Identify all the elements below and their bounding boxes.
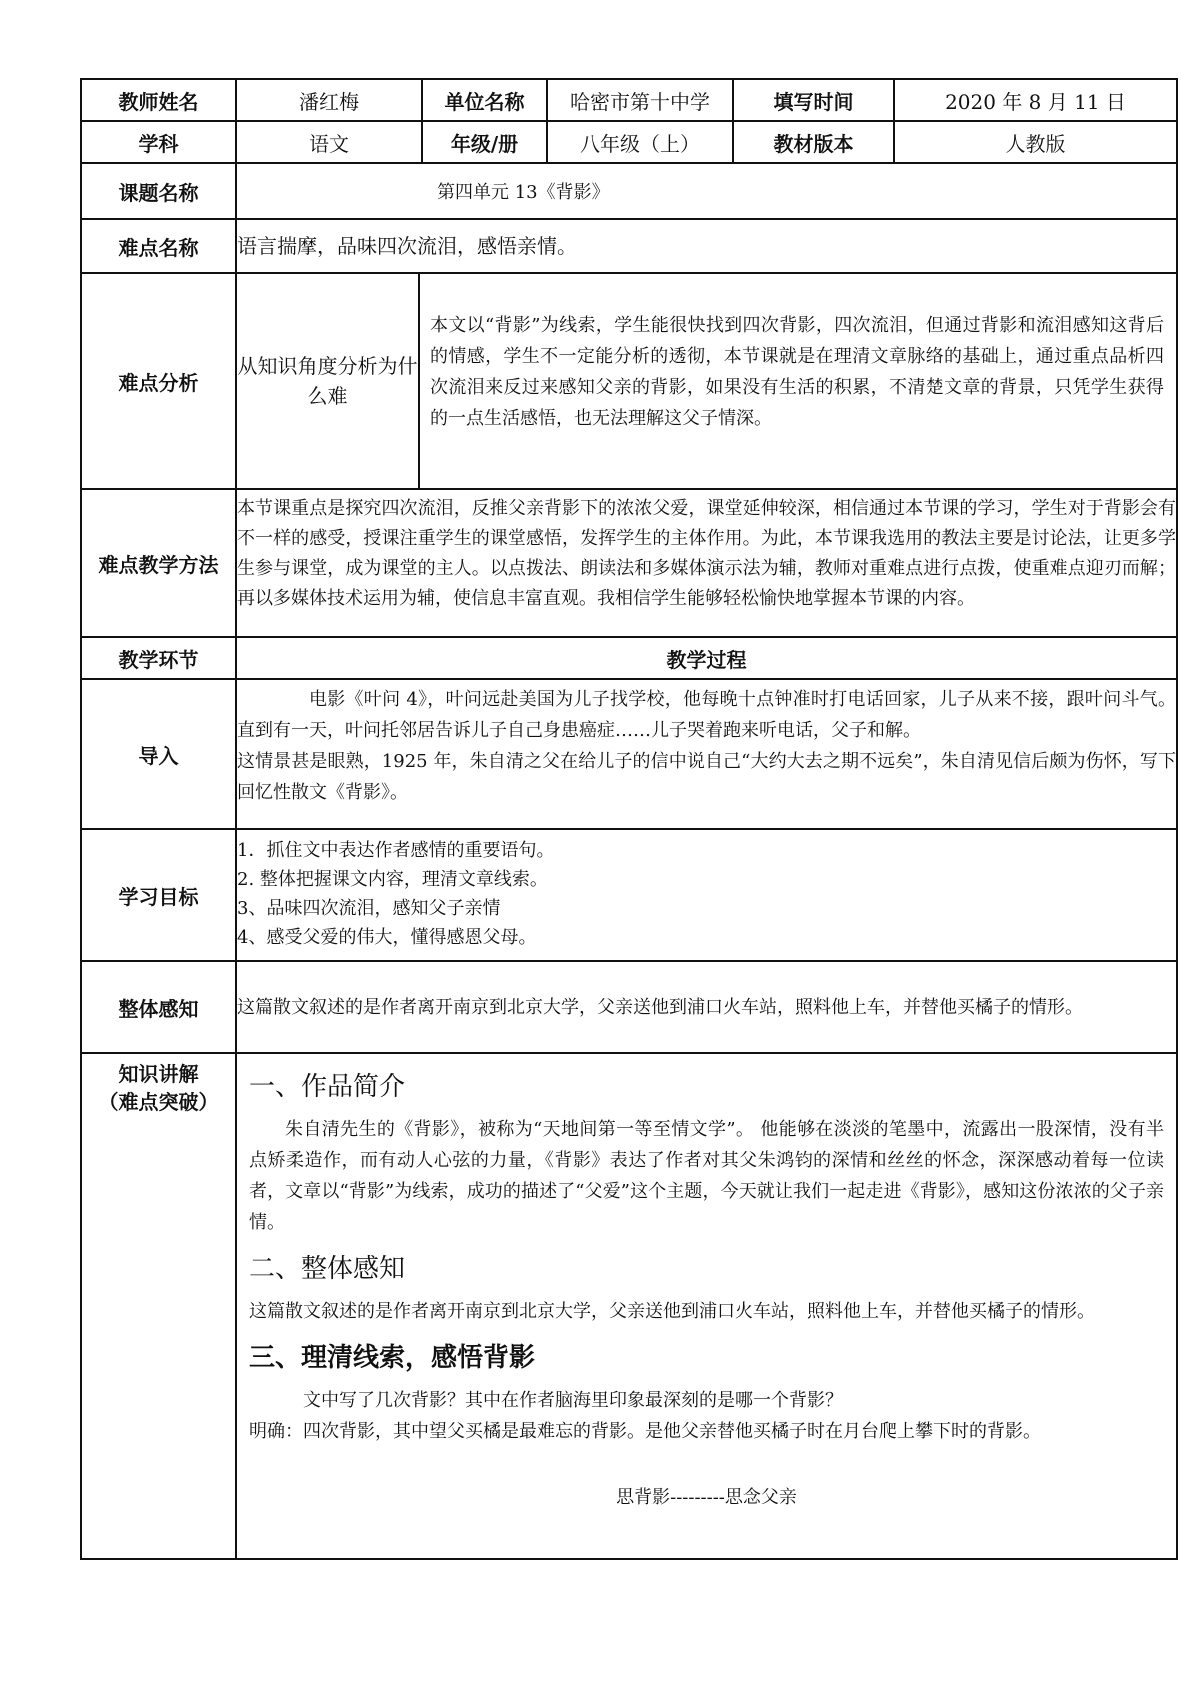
topic-value: 第四单元 13《背影》 bbox=[437, 182, 610, 203]
intro-label: 导入 bbox=[81, 679, 236, 829]
intro-paragraph-2: 这情景甚是眼熟，1925 年，朱自清之父在给儿子的信中说自己“大约大去之期不远矣”，朱自清见信后颇为伤怀，写下回忆性散文《背影》。 bbox=[237, 751, 1176, 803]
unit-name-value: 哈密市第十中学 bbox=[547, 79, 733, 121]
analysis-text: 本文以“背影”为线索，学生能很快找到四次背影，四次流泪，但通过背影和流泪感知这背后的情感，学生不一定能分析的透彻，本节课就是在理清文章脉络的基础上，通过重点品析四次流泪来反过来感知父亲的背影，如果没有生活的积累，不清楚文章的背景，只凭学生获得的一点生活感悟，也无法理解这父子情深。 bbox=[430, 315, 1164, 429]
fill-date-label: 填写时间 bbox=[733, 79, 894, 121]
fill-date-value: 2020 年 8 月 11 日 bbox=[894, 79, 1177, 121]
section-3-question: 文中写了几次背影？其中在作者脑海里印象最深刻的是哪一个背影？ bbox=[303, 1390, 843, 1411]
goal-item: 4、感受父爱的伟大，懂得感恩父母。 bbox=[237, 927, 537, 948]
intro-paragraph-1: 电影《叶问 4》，叶问远赴美国为儿子找学校，他每晚十点钟准时打电话回家，儿子从来不接，跟叶问斗气。直到有一天，叶问托邻居告诉儿子自己身患癌症……儿子哭着跑来听电话，父子和解。 bbox=[237, 689, 1176, 741]
section-3-answer: 明确：四次背影，其中望父买橘是最难忘的背影。是他父亲替他买橘子时在月台爬上攀下时的背影。 bbox=[249, 1421, 1041, 1442]
lesson-plan-sheet bbox=[80, 78, 1176, 1560]
section-heading-2: 二、整体感知 bbox=[249, 1254, 406, 1284]
knowledge-row bbox=[81, 1053, 1177, 1559]
overall-label: 整体感知 bbox=[81, 961, 236, 1053]
method-text: 本节课重点是探究四次流泪，反推父亲背影下的浓浓父爱，课堂延伸较深，相信通过本节课的学习，学生对于背影会有不一样的感受，授课注重学生的课堂感悟，发挥学生的主体作用。为此，本节课我选用的教法主要是讨论法，让更多学生参与课堂，成为课堂的主人。以点拨法、朗读法和多媒体演示法为辅，教师对重难点进行点拨，使重难点迎刃而解；再以多媒体技术运用为辅，使信息丰富直观。我相信学生能够轻松愉快地掌握本节课的内容。 bbox=[236, 489, 1177, 637]
unit-name-label: 单位名称 bbox=[422, 79, 547, 121]
difficulty-value: 语言揣摩，品味四次流泪，感悟亲情。 bbox=[236, 219, 1177, 273]
analysis-row bbox=[81, 273, 1177, 489]
topic-label: 课题名称 bbox=[81, 163, 236, 219]
lesson-plan-table bbox=[80, 78, 1178, 1560]
process-header-row bbox=[81, 637, 1177, 679]
section-3-summary: 思背影---------思念父亲 bbox=[616, 1487, 797, 1508]
topic-row bbox=[81, 163, 1177, 219]
process-label: 教学过程 bbox=[236, 637, 1177, 679]
goal-item: 3、品味四次流泪，感知父子亲情 bbox=[237, 898, 501, 919]
overall-text: 这篇散文叙述的是作者离开南京到北京大学，父亲送他到浦口火车站，照料他上车，并替他买橘子的情形。 bbox=[236, 961, 1177, 1053]
section-1-text: 朱自清先生的《背影》，被称为“天地间第一等至情文学”。 他能够在淡淡的笔墨中，流露出一股深情，没有半点矫柔造作，而有动人心弦的力量，《背影》表达了作者对其父朱鸿钧的深情和丝丝的怀念，深深感动着每一位读者，文章以“背影”为线索，成功的描述了“父爱”这个主题，今天就让我们一起走进《背影》，感知这份浓浓的父子亲情。 bbox=[249, 1119, 1164, 1233]
method-label: 难点教学方法 bbox=[81, 489, 236, 637]
analysis-label: 难点分析 bbox=[81, 273, 236, 489]
method-row bbox=[81, 489, 1177, 637]
teacher-name-label: 教师姓名 bbox=[81, 79, 236, 121]
header-row-1 bbox=[81, 79, 1177, 121]
intro-row bbox=[81, 679, 1177, 829]
subject-value: 语文 bbox=[236, 121, 422, 163]
goal-item: 1．抓住文中表达作者感情的重要语句。 bbox=[237, 840, 555, 861]
knowledge-label-cell bbox=[81, 1053, 236, 1559]
topic-cell bbox=[236, 163, 1177, 219]
goals-label: 学习目标 bbox=[81, 829, 236, 961]
grade-label: 年级/册 bbox=[422, 121, 547, 163]
section-2-text: 这篇散文叙述的是作者离开南京到北京大学，父亲送他到浦口火车站，照料他上车，并替他买橘子的情形。 bbox=[249, 1301, 1095, 1322]
edition-label: 教材版本 bbox=[733, 121, 894, 163]
overall-row bbox=[81, 961, 1177, 1053]
knowledge-label-line2: （难点突破） bbox=[98, 1090, 219, 1114]
grade-value: 八年级（上） bbox=[547, 121, 733, 163]
intro-cell bbox=[236, 679, 1177, 829]
difficulty-label: 难点名称 bbox=[81, 219, 236, 273]
analysis-inner-table bbox=[237, 274, 1176, 488]
goals-row bbox=[81, 829, 1177, 961]
analysis-sub-label: 从知识角度分析为什么难 bbox=[237, 274, 419, 488]
section-heading-3: 三、理清线索，感悟背影 bbox=[249, 1343, 536, 1373]
analysis-cell bbox=[236, 273, 1177, 489]
edition-value: 人教版 bbox=[894, 121, 1177, 163]
stage-label: 教学环节 bbox=[81, 637, 236, 679]
knowledge-label-line1: 知识讲解 bbox=[118, 1062, 199, 1086]
teacher-name-value: 潘红梅 bbox=[236, 79, 422, 121]
goals-cell bbox=[236, 829, 1177, 961]
header-row-2 bbox=[81, 121, 1177, 163]
difficulty-row bbox=[81, 219, 1177, 273]
subject-label: 学科 bbox=[81, 121, 236, 163]
knowledge-cell bbox=[236, 1053, 1177, 1559]
section-heading-1: 一、作品简介 bbox=[249, 1072, 406, 1102]
goal-item: 2. 整体把握课文内容，理清文章线索。 bbox=[237, 869, 548, 890]
